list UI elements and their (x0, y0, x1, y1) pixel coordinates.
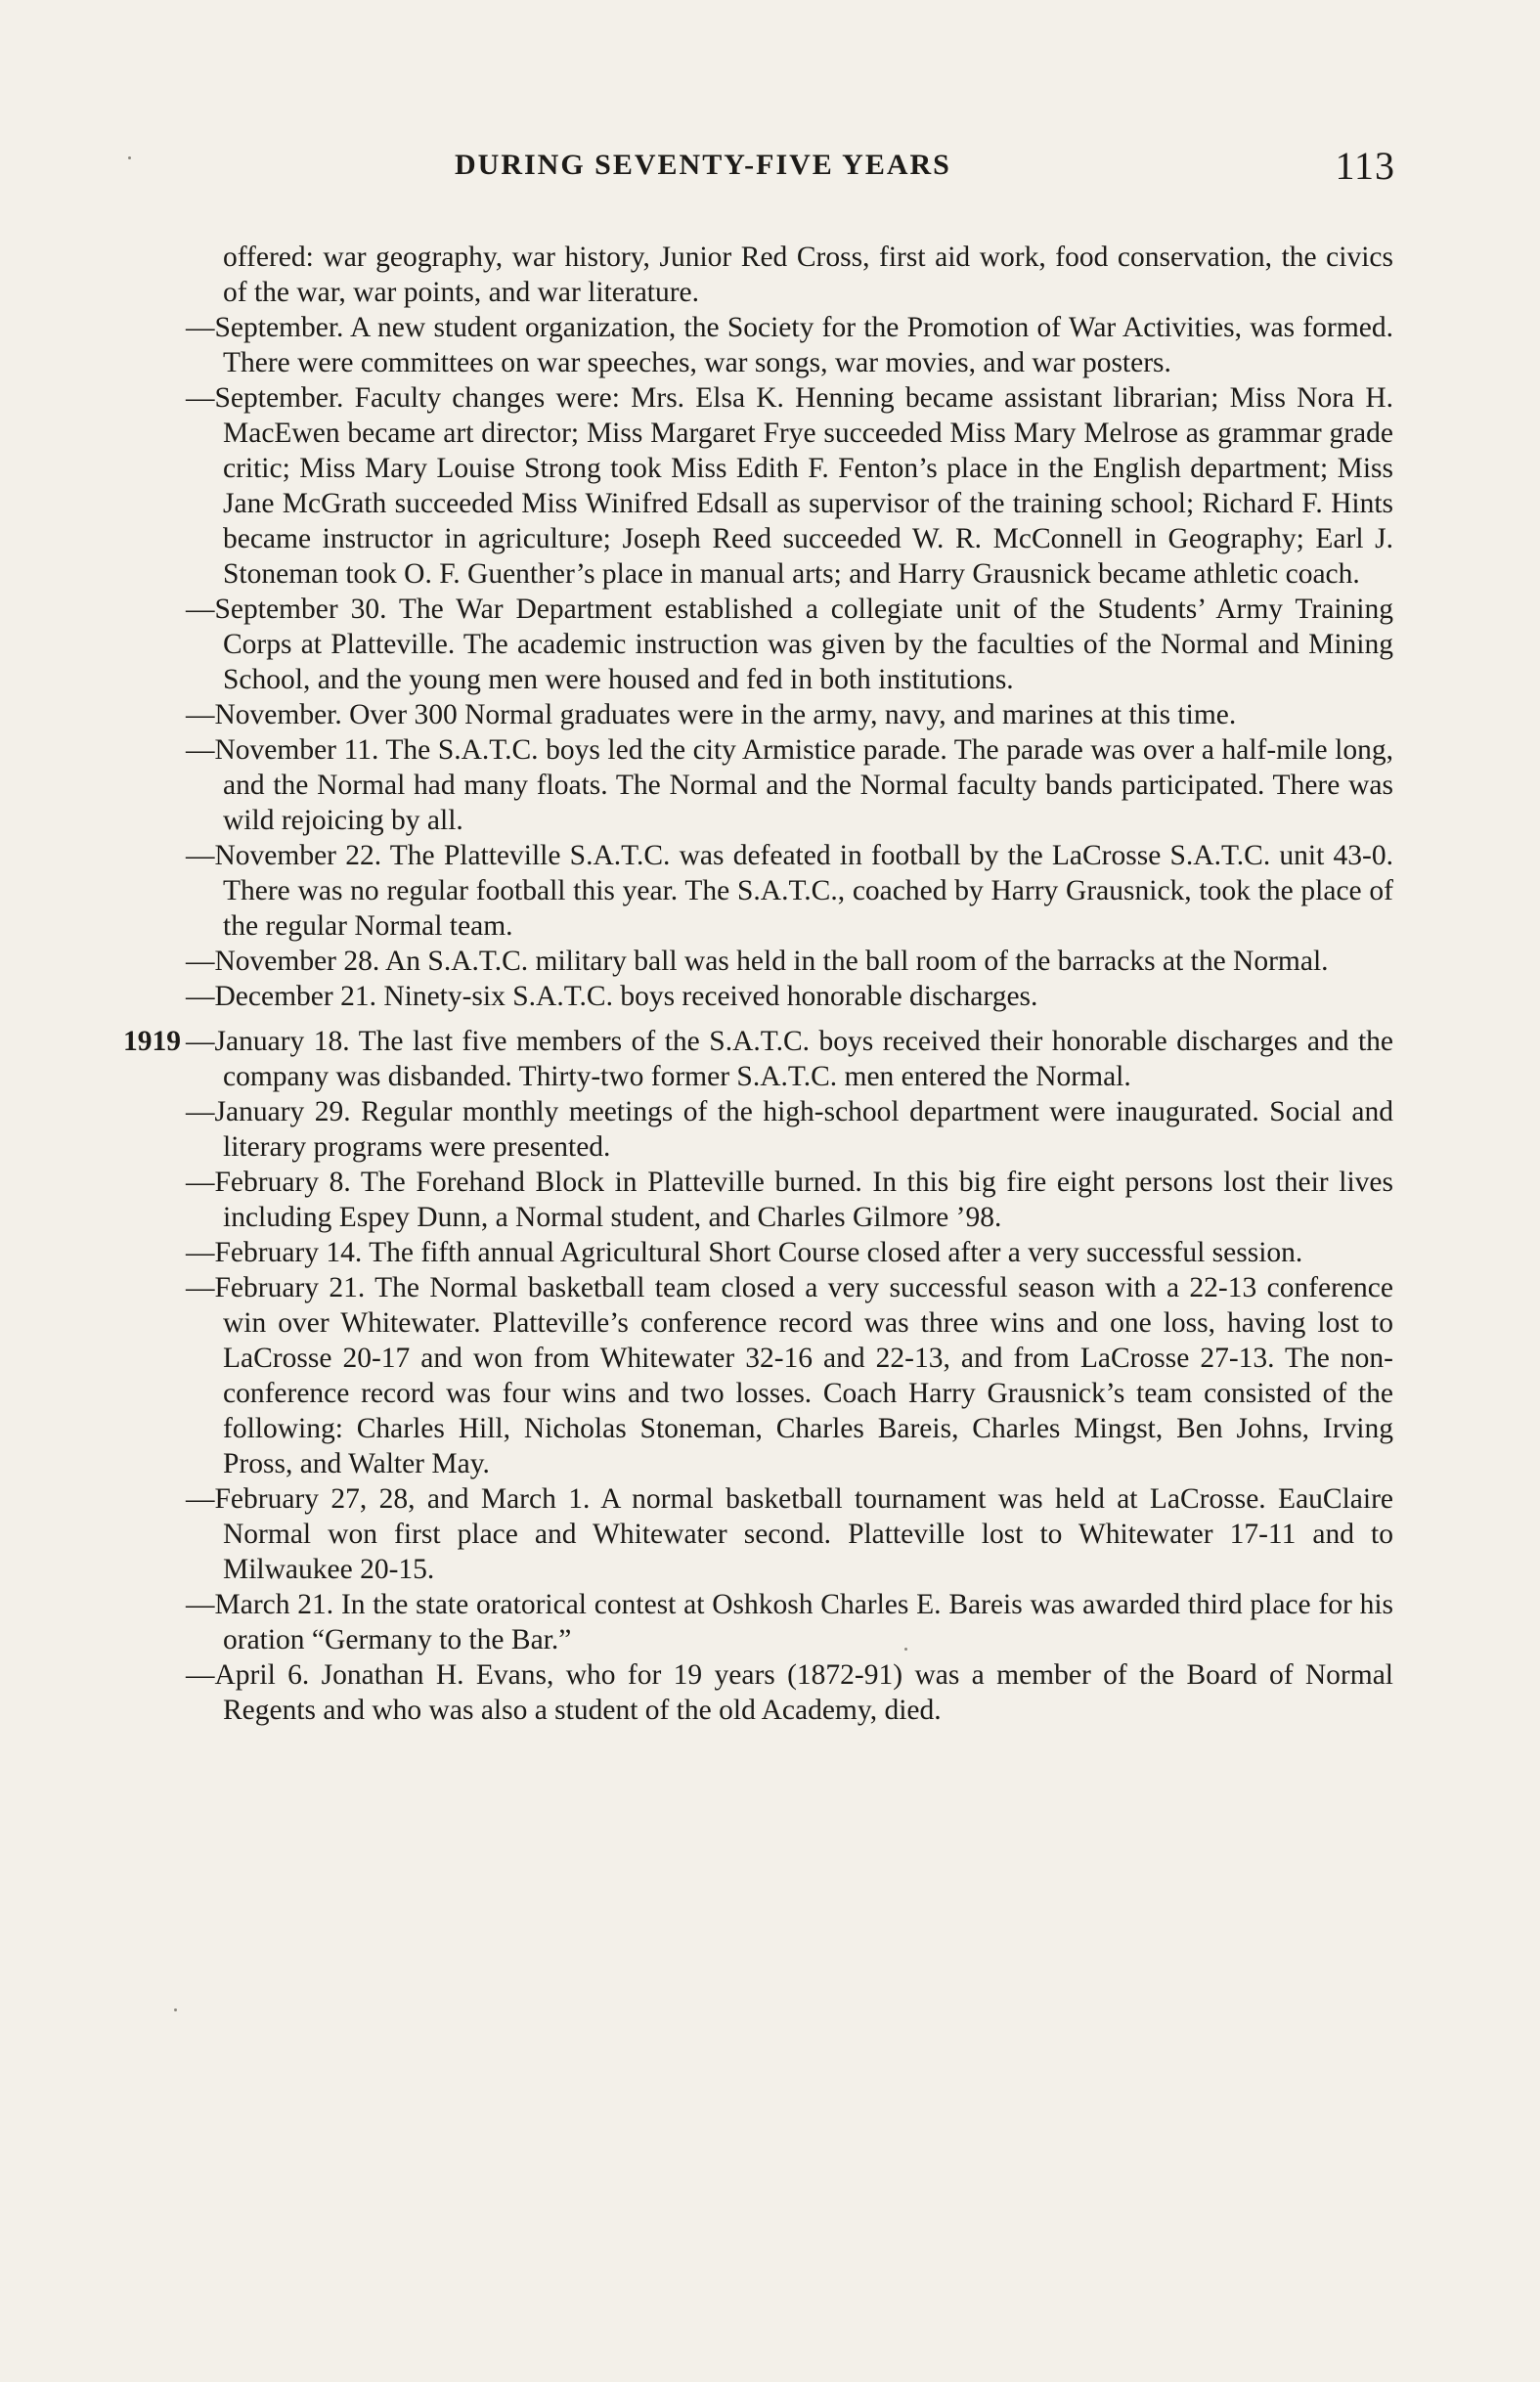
entry-text: —November. Over 300 Normal graduates were in the army, navy, and marines at this time. (186, 699, 1237, 730)
entry-text: —November 22. The Platteville S.A.T.C. was defeated in football by the LaCrosse S.A.T.C. unit 43-0. There was no regular football this year. The S.A.T.C., coached by Harry Grausnick, took the place of the regular Normal team. (186, 840, 1393, 942)
entry-text: —September. A new student organization, the Society for the Promotion of War Activities, was formed. There were committees on war speeches, war songs, war movies, and war posters. (186, 312, 1393, 378)
paper-speck (904, 1648, 907, 1651)
running-head-title: DURING SEVENTY-FIVE YEARS (455, 149, 951, 181)
chronology-entry (186, 1270, 1393, 1481)
entry-text: —September 30. The War Department established a collegiate unit of the Students’ Army Training Corps at Platteville. The academic instruction was given by the faculties of the Normal and Mining School, and the young men were housed and fed in both institutions. (186, 594, 1393, 695)
chronology-entry (186, 310, 1393, 380)
entry-text: —March 21. In the state oratorical contest at Oshkosh Charles E. Bareis was awarded third place for his oration “Germany to the Bar.” (186, 1589, 1393, 1655)
chronology-entry (186, 1481, 1393, 1587)
year-label: 1919 (123, 1026, 181, 1057)
entry-text: —November 11. The S.A.T.C. boys led the city Armistice parade. The parade was over a half-mile long, and the Normal had many floats. The Normal and the Normal faculty bands participated. There was wild rejoicing by all. (186, 734, 1393, 836)
chronology-entry (186, 1165, 1393, 1235)
chronology-entry (186, 944, 1393, 979)
entry-text: offered: war geography, war history, Junior Red Cross, first aid work, food conservation, the civics of the war, war points, and war literature. (223, 242, 1393, 308)
entry-text: —February 27, 28, and March 1. A normal basketball tournament was held at LaCrosse. EauClaire Normal won first place and Whitewater second. Platteville lost to Whitewater 17-11 and to Milwaukee 20-15. (186, 1483, 1393, 1585)
chronology-entry (123, 1024, 1393, 1094)
paper-speck (128, 156, 131, 159)
chronology-entry (186, 732, 1393, 838)
entry-text: —November 28. An S.A.T.C. military ball was held in the ball room of the barracks at the Normal. (186, 946, 1329, 977)
chronology-entry (186, 240, 1393, 310)
chronology-entry (186, 697, 1393, 732)
chronology-entry (186, 1235, 1393, 1270)
chronology-entry (186, 1657, 1393, 1728)
chronology-entry (186, 1587, 1393, 1657)
page-number: 113 (1335, 144, 1395, 188)
entry-text: —February 8. The Forehand Block in Platteville burned. In this big fire eight persons lost their lives including Espey Dunn, a Normal student, and Charles Gilmore ’98. (186, 1167, 1393, 1233)
entry-text: —January 29. Regular monthly meetings of the high-school department were inaugurated. Social and literary programs were presented. (186, 1096, 1393, 1163)
chronology-entry (186, 1094, 1393, 1165)
chronology-entry (186, 838, 1393, 944)
entry-text: —December 21. Ninety-six S.A.T.C. boys received honorable discharges. (186, 981, 1038, 1012)
chronology-entry (186, 380, 1393, 592)
entry-text: —January 18. The last five members of the S.A.T.C. boys received their honorable discharges and the company was disbanded. Thirty-two former S.A.T.C. men entered the Normal. (186, 1026, 1393, 1092)
chronology-text (123, 240, 1393, 1728)
paper-speck (174, 2008, 177, 2011)
chronology-entry (186, 592, 1393, 697)
chronology-entry (186, 979, 1393, 1014)
entry-text: —February 14. The fifth annual Agricultural Short Course closed after a very successful session. (186, 1237, 1303, 1268)
entry-text: —April 6. Jonathan H. Evans, who for 19 years (1872-91) was a member of the Board of Normal Regents and who was also a student of the old Academy, died. (186, 1659, 1393, 1726)
running-head (186, 144, 1403, 196)
entry-text: —February 21. The Normal basketball team closed a very successful season with a 22-13 conference win over Whitewater. Platteville’s conference record was three wins and one loss, having lost to LaCrosse 20-17 and won from Whitewater 32-16 and 22-13, and from LaCrosse 27-13. The non-conference record was four wins and two losses. Coach Harry Grausnick’s team consisted of the following: Charles Hill, Nicholas Stoneman, Charles Bareis, Charles Mingst, Ben Johns, Irving Pross, and Walter May. (186, 1272, 1393, 1479)
entry-text: —September. Faculty changes were: Mrs. Elsa K. Henning became assistant librarian; Miss Nora H. MacEwen became art director; Miss Margaret Frye succeeded Miss Mary Melrose as grammar grade critic; Miss Mary Louise Strong took Miss Edith F. Fenton’s place in the English department; Miss Jane McGrath succeeded Miss Winifred Edsall as supervisor of the training school; Richard F. Hints became instructor in agriculture; Joseph Reed succeeded W. R. McConnell in Geography; Earl J. Stoneman took O. F. Guenther’s place in manual arts; and Harry Grausnick became athletic coach. (186, 382, 1393, 590)
